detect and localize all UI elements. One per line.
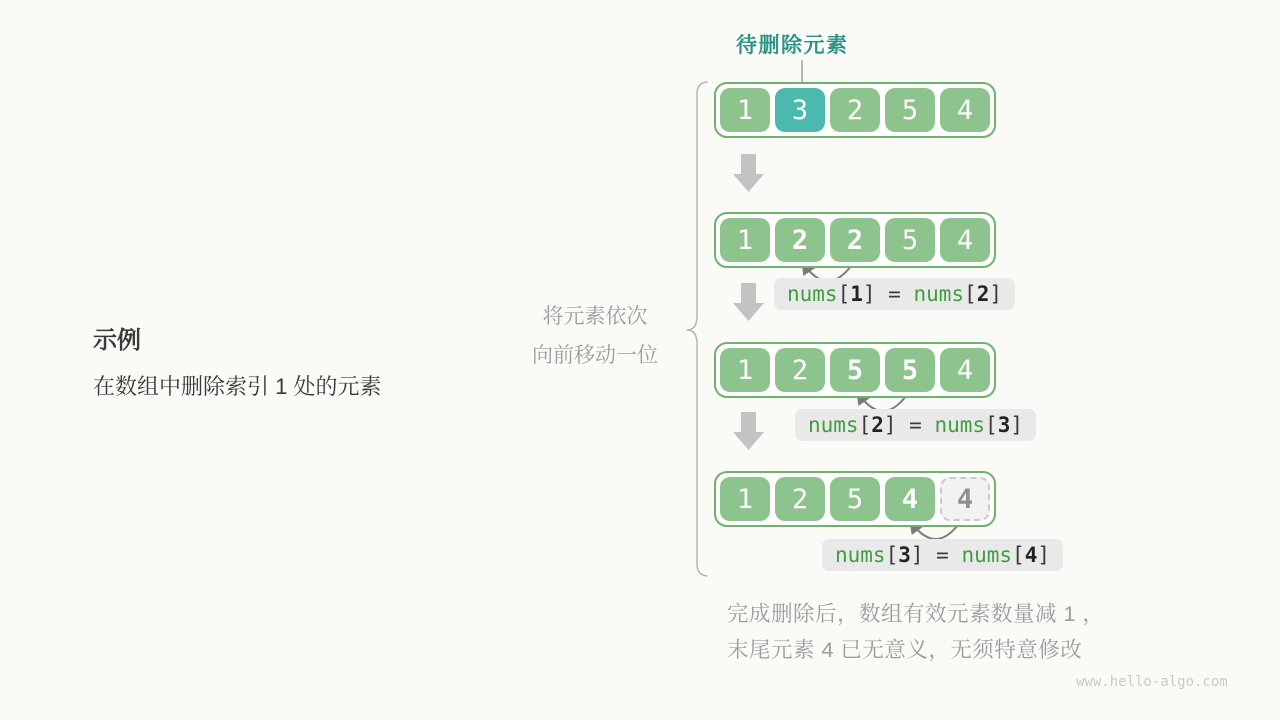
- code-token: ] =: [883, 413, 935, 437]
- grouping-brace: [687, 82, 707, 576]
- array-cell: 5: [885, 348, 935, 392]
- array-cell: 2: [830, 88, 880, 132]
- down-arrow-icon: [733, 283, 764, 321]
- code-token: nums: [808, 413, 859, 437]
- target-element-label: 待删除元素: [736, 34, 849, 57]
- shift-note: [505, 297, 685, 375]
- code-token: ] =: [910, 543, 962, 567]
- code-token: ]: [989, 282, 1003, 306]
- array-cell: 5: [830, 477, 880, 521]
- array-state-4: [714, 471, 996, 527]
- code-token: [: [985, 413, 998, 437]
- array-cell: 3: [775, 88, 825, 132]
- code-token: ]: [1010, 413, 1024, 437]
- code-token: nums: [934, 413, 986, 437]
- array-cell: 4: [885, 477, 935, 521]
- footer-note-line2: 末尾元素 4 已无意义，无须特意修改: [727, 638, 1083, 662]
- code-token: nums: [961, 543, 1013, 567]
- array-cell: 4: [940, 218, 990, 262]
- footer-note: [727, 596, 1104, 668]
- down-arrow-icon: [733, 412, 764, 450]
- array-cell: 4: [940, 88, 990, 132]
- array-state-1: [714, 82, 996, 138]
- code-token: ] =: [862, 282, 914, 306]
- shift-note-line1: 将元素依次: [542, 305, 648, 328]
- example-title: 示例: [93, 327, 141, 354]
- code-token: 2: [871, 413, 884, 437]
- code-token: 2: [976, 282, 990, 306]
- array-cell: 5: [830, 348, 880, 392]
- code-token: 4: [1024, 543, 1038, 567]
- down-arrow-icon: [733, 154, 764, 192]
- code-token: 3: [997, 413, 1011, 437]
- array-cell: 1: [720, 348, 770, 392]
- assignment-label-3: [822, 539, 1063, 571]
- array-cell: 4: [940, 477, 990, 521]
- array-cell: 5: [885, 88, 935, 132]
- array-cell: 1: [720, 88, 770, 132]
- array-cell: 1: [720, 477, 770, 521]
- example-description: 在数组中删除索引 1 处的元素: [93, 374, 382, 399]
- assignment-label-1: [774, 278, 1015, 310]
- code-token: nums: [913, 282, 965, 306]
- example-block: [93, 320, 381, 401]
- footer-note-line1: 完成删除后，数组有效元素数量减 1 ，: [727, 602, 1105, 626]
- code-token: 3: [898, 543, 911, 567]
- array-cell: 2: [830, 218, 880, 262]
- array-cell: 2: [775, 477, 825, 521]
- code-token: [: [1012, 543, 1025, 567]
- array-state-3: [714, 342, 996, 398]
- array-cell: 5: [885, 218, 935, 262]
- code-token: [: [837, 282, 851, 306]
- watermark: www.hello-algo.com: [1076, 674, 1228, 690]
- code-token: nums: [835, 543, 886, 567]
- array-state-2: [714, 212, 996, 268]
- array-cell: 2: [775, 218, 825, 262]
- code-token: [: [964, 282, 977, 306]
- code-token: nums: [787, 282, 838, 306]
- code-token: ]: [1037, 543, 1051, 567]
- code-token: 1: [850, 282, 863, 306]
- array-cell: 4: [940, 348, 990, 392]
- code-token: [: [858, 413, 872, 437]
- code-token: [: [885, 543, 899, 567]
- assignment-label-2: [795, 409, 1036, 441]
- array-cell: 2: [775, 348, 825, 392]
- array-cell: 1: [720, 218, 770, 262]
- shift-note-line2: 向前移动一位: [532, 344, 658, 367]
